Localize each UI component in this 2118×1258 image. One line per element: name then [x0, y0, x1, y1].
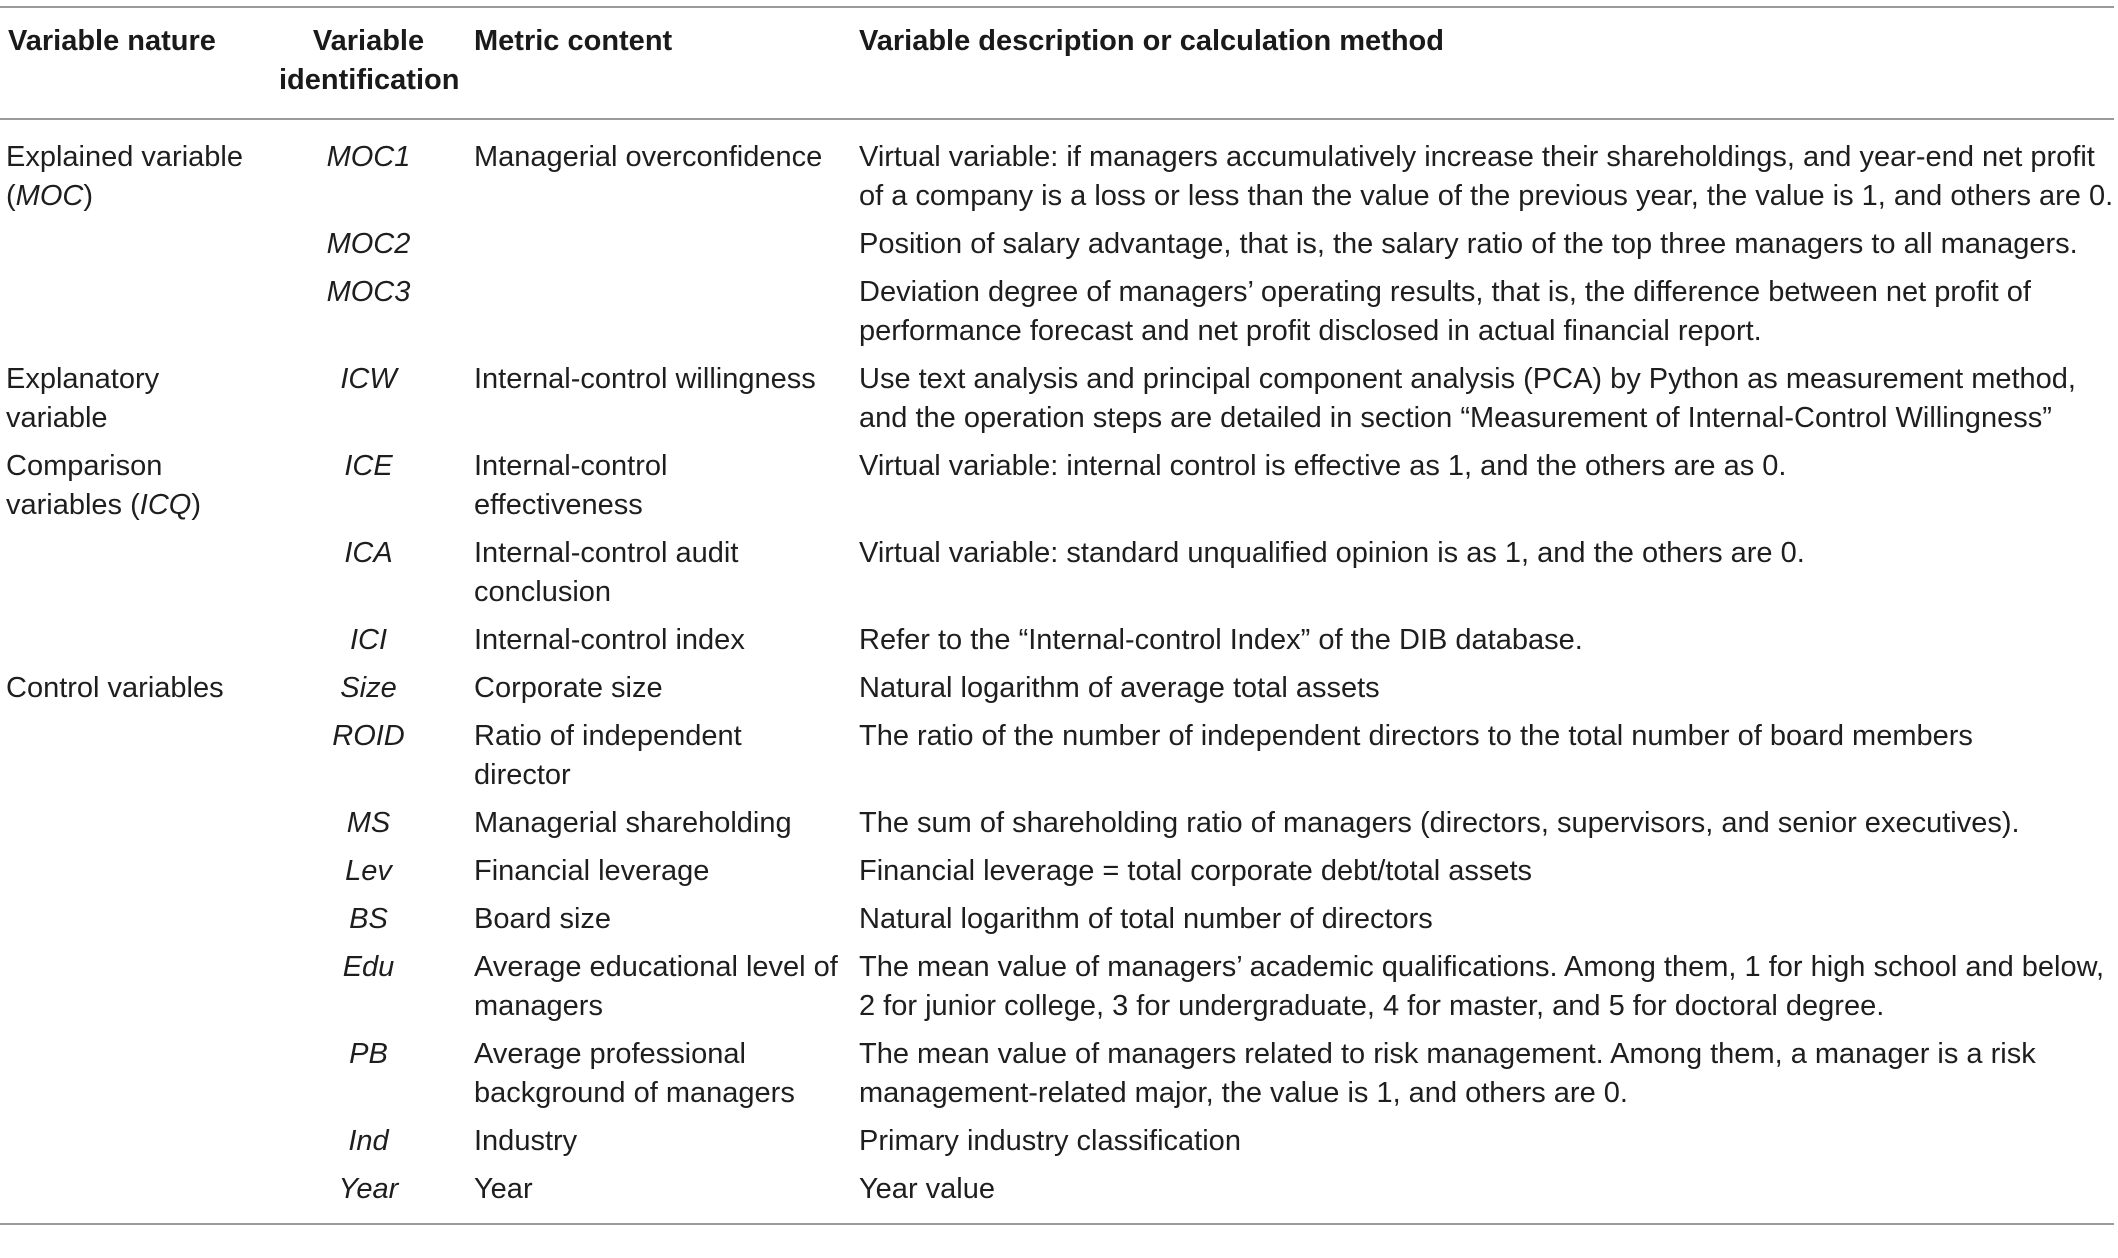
cell-metric-content: Ratio of independent director — [474, 720, 742, 791]
table-row — [0, 1166, 2114, 1224]
cell-description: Deviation degree of managers’ operating results, that is, the difference between net profit of performance forecast and net profit disclosed in actual financial report. — [859, 276, 2031, 347]
cell-variable-nature — [0, 896, 271, 944]
nature-text: Comparison variables ( — [6, 450, 163, 521]
cell-description: Year value — [859, 1173, 995, 1205]
nature-text: Explained variable ( — [6, 141, 243, 212]
cell-metric-content — [466, 269, 851, 356]
cell-variable-id: Year — [338, 1173, 399, 1205]
cell-metric-content — [466, 221, 851, 269]
variables-table-container — [0, 6, 2118, 1225]
cell-metric-content: Managerial overconfidence — [474, 141, 823, 173]
cell-metric-content: Managerial shareholding — [474, 807, 792, 839]
cell-metric-content: Corporate size — [474, 672, 663, 704]
cell-variable-id: ICE — [344, 450, 393, 482]
table-row — [0, 896, 2114, 944]
cell-description: Virtual variable: standard unqualified opinion is as 1, and the others are 0. — [859, 537, 1805, 569]
header-row — [0, 7, 2114, 119]
cell-description: Natural logarithm of average total assets — [859, 672, 1380, 704]
nature-suffix: ) — [191, 489, 202, 521]
cell-variable-id: MS — [346, 807, 391, 839]
cell-variable-id: MOC1 — [326, 141, 411, 173]
cell-variable-id: ICA — [344, 537, 393, 569]
cell-variable-id: ICI — [349, 624, 388, 656]
table-row — [0, 530, 2114, 617]
header-description: Variable description or calculation method — [859, 25, 1444, 57]
cell-variable-nature — [0, 617, 271, 665]
table-row — [0, 1031, 2114, 1118]
table-row — [0, 1118, 2114, 1166]
cell-variable-nature — [0, 1166, 271, 1224]
nature-text: Explanatory variable — [6, 363, 160, 434]
cell-description: The sum of shareholding ratio of managers (directors, supervisors, and senior executives). — [859, 807, 2020, 839]
cell-variable-nature — [0, 530, 271, 617]
header-variable-identification: Variable identification — [279, 25, 460, 96]
cell-description: Use text analysis and principal component analysis (PCA) by Python as measurement method, and the operation steps are detailed in section “Measurement of Internal-Control Willingness” — [859, 363, 2076, 434]
cell-variable-id: ICW — [340, 363, 397, 395]
cell-metric-content: Industry — [474, 1125, 578, 1157]
cell-variable-id: MOC2 — [326, 228, 411, 260]
table-body — [0, 119, 2114, 1224]
cell-variable-nature — [0, 944, 271, 1031]
cell-metric-content: Board size — [474, 903, 612, 935]
cell-variable-nature — [0, 119, 271, 221]
nature-suffix: ) — [83, 180, 94, 212]
cell-variable-nature — [0, 1031, 271, 1118]
cell-variable-nature — [0, 1118, 271, 1166]
cell-metric-content: Year — [474, 1173, 533, 1205]
cell-variable-nature — [0, 356, 271, 443]
cell-variable-nature — [0, 713, 271, 800]
cell-description: Financial leverage = total corporate debt/total assets — [859, 855, 1533, 887]
cell-variable-id: BS — [349, 903, 388, 935]
cell-variable-nature — [0, 665, 271, 713]
nature-abbrev: ICQ — [139, 489, 192, 521]
table-row — [0, 269, 2114, 356]
cell-description: The ratio of the number of independent directors to the total number of board members — [859, 720, 1973, 752]
cell-variable-id: Lev — [345, 855, 392, 887]
table-row — [0, 848, 2114, 896]
cell-metric-content: Internal-control audit conclusion — [474, 537, 739, 608]
cell-variable-id: Ind — [348, 1125, 389, 1157]
table-row — [0, 800, 2114, 848]
cell-variable-nature — [0, 221, 271, 269]
table-row — [0, 665, 2114, 713]
cell-metric-content: Average professional background of managers — [474, 1038, 795, 1109]
cell-description: Refer to the “Internal-control Index” of the DIB database. — [859, 624, 1583, 656]
cell-metric-content: Internal-control effectiveness — [474, 450, 668, 521]
table-row — [0, 443, 2114, 530]
table-row — [0, 713, 2114, 800]
table-row — [0, 119, 2114, 221]
cell-description: Natural logarithm of total number of directors — [859, 903, 1433, 935]
cell-description: Virtual variable: if managers accumulatively increase their shareholdings, and year-end net profit of a company is a loss or less than the value of the previous year, the value is 1, and others are 0. — [859, 141, 2114, 212]
cell-metric-content: Financial leverage — [474, 855, 710, 887]
table-row — [0, 944, 2114, 1031]
cell-variable-id: PB — [349, 1038, 388, 1070]
cell-description: The mean value of managers related to risk management. Among them, a manager is a risk management-related major, the value is 1, and others are 0. — [859, 1038, 2036, 1109]
nature-text: Control variables — [6, 672, 224, 704]
table-row — [0, 221, 2114, 269]
cell-variable-id: ROID — [332, 720, 405, 752]
cell-variable-nature — [0, 848, 271, 896]
cell-description: Primary industry classification — [859, 1125, 1241, 1157]
table-header — [0, 7, 2114, 119]
header-variable-nature: Variable nature — [8, 25, 216, 57]
table-row — [0, 356, 2114, 443]
cell-description: Position of salary advantage, that is, the salary ratio of the top three managers to all managers. — [859, 228, 2078, 260]
cell-description: The mean value of managers’ academic qualifications. Among them, 1 for high school and below, 2 for junior college, 3 for undergraduate, 4 for master, and 5 for doctoral degree. — [859, 951, 2105, 1022]
cell-variable-id: Size — [340, 672, 397, 704]
cell-metric-content: Internal-control index — [474, 624, 745, 656]
cell-description: Virtual variable: internal control is effective as 1, and the others are as 0. — [859, 450, 1787, 482]
cell-variable-nature — [0, 800, 271, 848]
header-metric-content: Metric content — [474, 25, 673, 57]
cell-metric-content: Average educational level of managers — [474, 951, 838, 1022]
cell-variable-nature — [0, 269, 271, 356]
cell-variable-id: MOC3 — [326, 276, 411, 308]
table-row — [0, 617, 2114, 665]
variables-table — [0, 6, 2114, 1225]
cell-variable-nature — [0, 443, 271, 530]
nature-abbrev: MOC — [15, 180, 84, 212]
cell-metric-content: Internal-control willingness — [474, 363, 816, 395]
cell-variable-id: Edu — [342, 951, 395, 983]
